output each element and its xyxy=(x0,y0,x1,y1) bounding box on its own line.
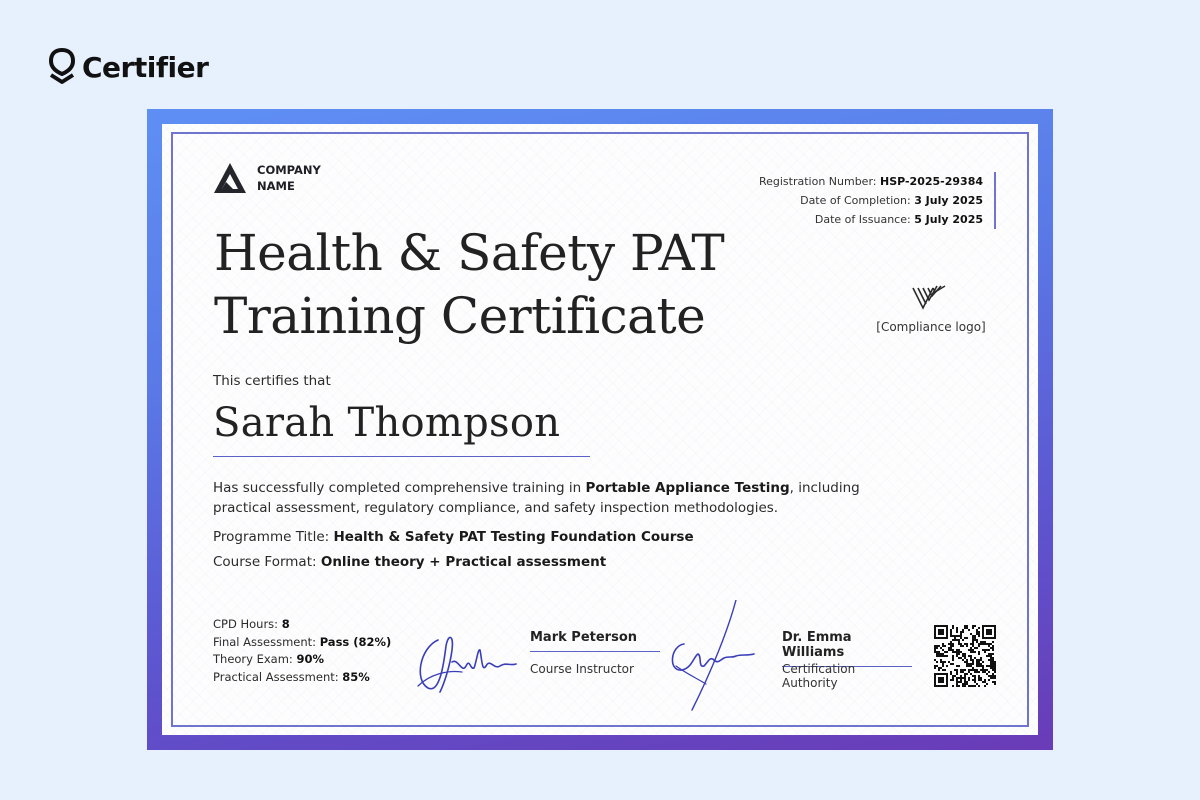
certifier-logo-icon xyxy=(48,48,76,86)
stat-value: Pass (82%) xyxy=(319,634,392,649)
registration-row xyxy=(759,172,983,191)
title-line-1: Health & Safety PAT xyxy=(214,224,725,282)
completion-label: Date of Completion: xyxy=(800,194,911,207)
completion-value: 3 July 2025 xyxy=(914,194,983,207)
brand-name: Certifier xyxy=(82,50,209,84)
stat-label: Practical Assessment: xyxy=(213,669,343,684)
stat-value: 85% xyxy=(342,669,370,684)
signatory-name: Mark Peterson xyxy=(530,630,660,652)
company-block xyxy=(213,162,327,194)
stat-row xyxy=(213,634,391,652)
signatory-name: Dr. Emma Williams xyxy=(782,630,912,667)
description-subject: Portable Appliance Testing xyxy=(585,480,790,496)
signatory-role: Course Instructor xyxy=(530,662,634,676)
completion-row xyxy=(759,191,983,210)
stat-row xyxy=(213,651,391,669)
title-line-2: Training Certificate xyxy=(214,287,706,345)
signatory-role: Certification Authority xyxy=(782,662,856,690)
signature-block-instructor xyxy=(410,600,650,710)
company-logo-icon xyxy=(213,162,247,194)
stat-label: CPD Hours: xyxy=(213,617,282,631)
programme-label: Programme Title: xyxy=(213,529,334,545)
description-suffix: , including practical assessment, regulatory compliance, and safety inspection methodologies. xyxy=(213,480,860,516)
format-value: Online theory + Practical assessment xyxy=(320,554,607,570)
stat-row xyxy=(213,669,391,687)
description xyxy=(213,478,863,518)
certificate-paper xyxy=(162,124,1038,735)
compliance-block xyxy=(866,284,996,334)
certifies-text: This certifies that xyxy=(213,373,331,389)
company-name xyxy=(257,162,327,194)
certificate-title xyxy=(214,222,774,348)
format-label: Course Format: xyxy=(213,554,321,570)
certifier-brand xyxy=(48,48,208,86)
programme-row xyxy=(213,529,694,545)
issuance-value: 5 July 2025 xyxy=(914,213,983,226)
assessment-stats xyxy=(213,616,391,686)
qr-code-icon[interactable] xyxy=(934,625,996,687)
programme-value: Health & Safety PAT Testing Foundation Course xyxy=(333,529,694,545)
signature-block-authority xyxy=(662,600,902,710)
stat-value: 8 xyxy=(281,617,290,631)
certificate-frame xyxy=(147,109,1053,750)
registration-value: HSP-2025-29384 xyxy=(879,175,983,188)
stat-row xyxy=(213,616,391,634)
recipient-name: Sarah Thompson xyxy=(213,394,590,457)
issuance-label: Date of Issuance: xyxy=(814,213,911,226)
stat-label: Final Assessment: xyxy=(213,634,320,649)
description-prefix: Has successfully completed comprehensive training in xyxy=(213,480,586,496)
issuance-row xyxy=(759,210,983,229)
signature-authority-mark xyxy=(662,600,782,715)
company-name-text: COMPANY NAME xyxy=(257,163,321,193)
stat-label: Theory Exam: xyxy=(213,652,297,666)
stat-value: 90% xyxy=(296,652,324,666)
certificate-meta xyxy=(759,172,996,229)
compliance-logo-label: [Compliance logo] xyxy=(876,320,986,334)
registration-label: Registration Number: xyxy=(758,175,877,188)
compliance-logo-icon xyxy=(911,284,951,312)
signature-instructor-mark xyxy=(410,600,530,710)
format-row xyxy=(213,554,606,570)
